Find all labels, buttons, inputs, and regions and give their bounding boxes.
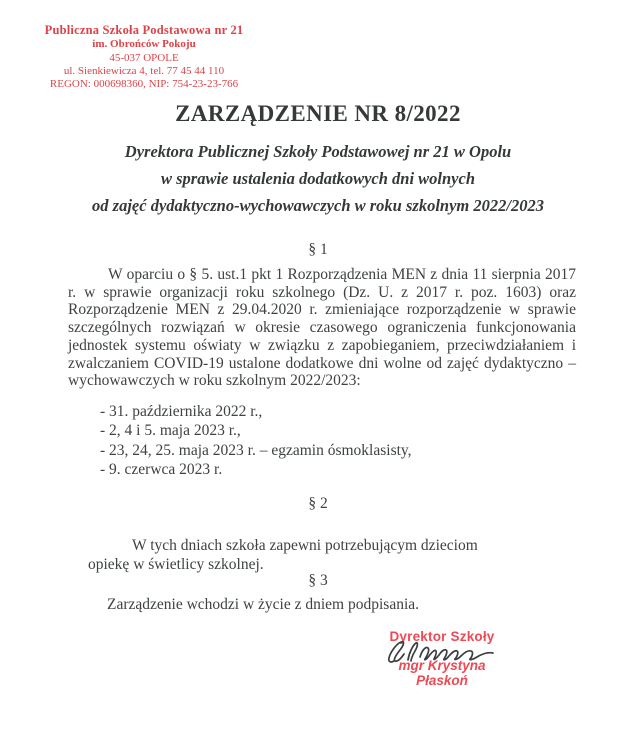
free-days-list [100, 402, 412, 479]
stamp-address-phone: ul. Sienkiewicza 4, tel. 77 45 44 110 [63, 65, 225, 78]
school-stamp [28, 23, 260, 92]
list-item: - 23, 24, 25. maja 2023 r. – egzamin ósmoklasisty, [100, 441, 412, 459]
signature-role: Dyrektor Szkoły [389, 629, 495, 644]
section-3-heading: § 3 [308, 572, 328, 589]
signature-name: mgr Krystyna Płaskoń [398, 658, 486, 688]
stamp-school-name: Publiczna Szkoła Podstawowa nr 21 [44, 23, 244, 37]
subtitle-line-1: Dyrektora Publicznej Szkoły Podstawowej nr 21 w Opolu [124, 142, 512, 161]
list-item: - 9. czerwca 2023 r. [100, 460, 223, 478]
section-2-heading: § 2 [308, 495, 328, 512]
stamp-postal-city: 45-037 OPOLE [109, 51, 179, 64]
section-3-body: Zarządzenie wchodzi w życie z dniem podpisania. [107, 596, 420, 613]
stamp-regon-nip: REGON: 000698360, NIP: 754-23-23-766 [49, 78, 239, 91]
document-title: ZARZĄDZENIE NR 8/2022 [175, 101, 461, 126]
section-1-body: W oparciu o § 5. ust.1 pkt 1 Rozporządzenia MEN z dnia 11 sierpnia 2017 r. w sprawie organizacji roku szkolnego (Dz. U. z 2017 r. poz. 1603) oraz Rozporządzenie MEN z 29.04.2020 r. zmieniające rozporządzenie w sprawie szczególnych rozwiązań w okresie czasowego ograniczenia funkcjonowania jednostek systemu oświaty w związku z zapobieganiem, przeciwdziałaniem i zwalczaniem COVID-19 ustalone dodatkowe dni wolne od zajęć dydaktyczno – wychowawczych w roku szkolnym 2022/2023: [68, 266, 576, 390]
list-item: - 31. października 2022 r., [100, 403, 263, 420]
section-1-heading: § 1 [308, 241, 328, 258]
subtitle-line-3: od zajęć dydaktyczno-wychowawczych w roku szkolnym 2022/2023 [92, 196, 544, 215]
document-subtitle [0, 138, 636, 219]
list-item: - 2, 4 i 5. maja 2023 r., [100, 422, 241, 440]
signature-block [372, 629, 512, 688]
section-2-body: W tych dniach szkoła zapewni potrzebującym dzieciom opiekę w świetlicy szkolnej. [88, 537, 478, 573]
stamp-patron: im. Obrońców Pokoju [92, 38, 196, 51]
subtitle-line-2: w sprawie ustalenia dodatkowych dni wolnych [161, 169, 475, 188]
